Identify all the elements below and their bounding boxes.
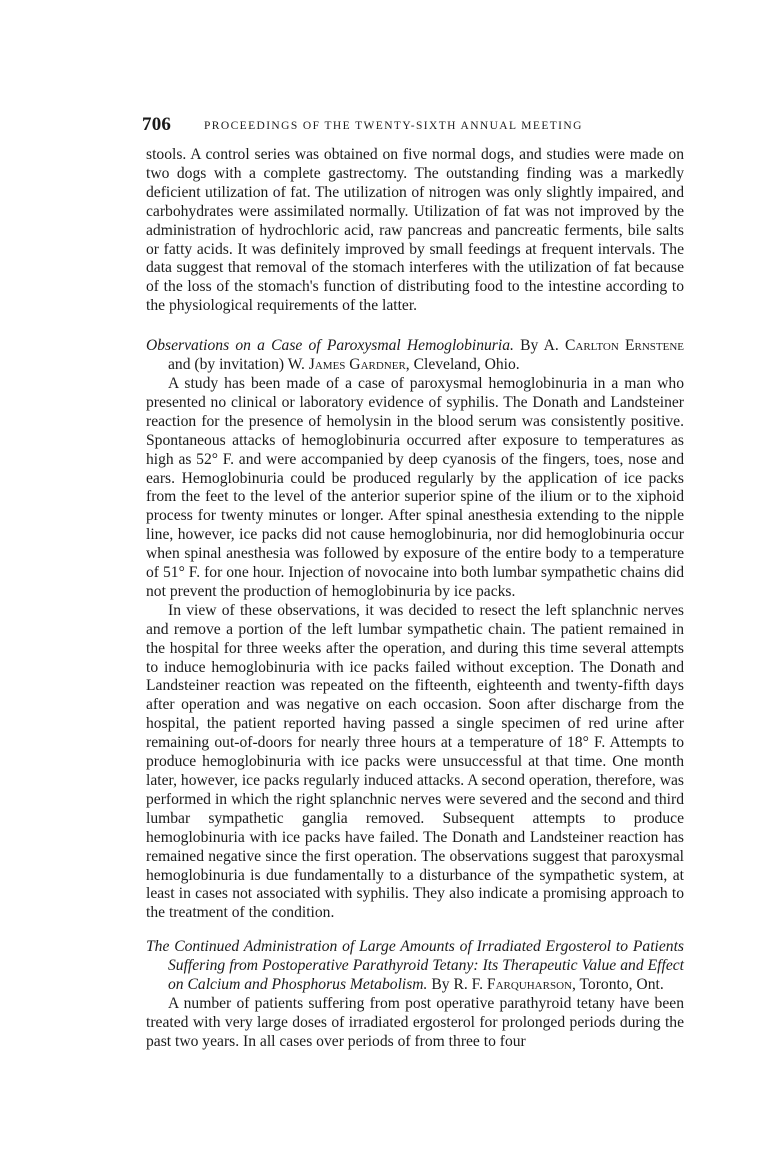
abstract-paragraph: A number of patients suffering from post operative parathyroid tetany have been treated with very large doses of irradiated ergosterol for prolonged periods during the past two years. In all cases over periods of from three to four <box>146 994 684 1050</box>
running-head: PROCEEDINGS OF THE TWENTY-SIXTH ANNUAL MEETING <box>204 120 583 132</box>
author-name: Carlton Ernstene <box>564 337 684 355</box>
abstract-title: Observations on a Case of Paroxysmal Hemoglobinuria. <box>146 337 514 355</box>
by-text: By <box>513 337 544 355</box>
abstract-title: The Continued Administration of Large Amounts of Irradiated Ergosterol to Patients Suffering from Postoperative Parathyroid Tetany: Its Therapeutic Value and Effect on Calcium and Phosphorus Metabolism. <box>146 938 684 994</box>
abstract-paragraph: A study has been made of a case of paroxysmal hemoglobinuria in a man who presented no clinical or laboratory evidence of syphilis. The Donath and Landsteiner reaction for the presence of hemolysin in the blood serum was consistently positive. Spontaneous attacks of hemoglobinuria occurred after exposure to temperatures as high as 52° F. and were accompanied by deep cyanosis of the fingers, toes, nose and ears. Hemoglobinuria could be produced regularly by the application of ice packs from the feet to the level of the anterior superior spine of the ilium or to the xiphoid process for twenty minutes or longer. After spinal anesthesia extending to the nipple line, however, ice packs did not cause hemoglobinuria, nor did hemoglobinuria occur when spinal anesthesia was followed by exposure of the entire body to a temperature of 51° F. for one hour. Injection of novocaine into both lumbar sympathetic chains did not prevent the production of hemoglobinuria by ice packs. <box>146 374 684 600</box>
author-name: Farquharson <box>486 976 572 994</box>
continuation-paragraph: stools. A control series was obtained on five normal dogs, and studies were made on two dogs with a complete gastrectomy. The outstanding finding was a markedly deficient utilization of fat. The utilization of nitrogen was only slightly impaired, and carbohydrates were assimilated normally. Utilization of fat was not improved by the administration of hydrochloric acid, raw pancreas and pancreatic ferments, bile salts or fatty acids. It was definitely improved by small feedings at frequent intervals. The data suggest that removal of the stomach interferes with the utilization of fat because of the loss of the stomach's function of distributing food to the intestine according to the physiological requirements of the latter. <box>146 146 684 315</box>
author-name: James Gardner <box>308 356 406 374</box>
page-number: 706 <box>142 114 172 135</box>
abstract-heading <box>146 938 684 995</box>
author-initials: W. <box>287 356 309 374</box>
and-text: and (by invitation) <box>168 356 288 374</box>
page-header <box>142 114 682 138</box>
affiliation: , Cleveland, Ohio. <box>405 356 520 374</box>
author-initial: A. <box>543 337 565 355</box>
page-body <box>146 146 684 1052</box>
abstract-paragraph: In view of these observations, it was decided to resect the left splanchnic nerves and remove a portion of the left lumbar sympathetic chain. The patient remained in the hospital for three weeks after the operation, and during this time several attempts to induce hemoglobinuria with ice packs failed without exception. The Donath and Landsteiner reaction was repeated on the fifteenth, eighteenth and twenty-fifth days after operation and was negative on each occasion. Soon after discharge from the hospital, the patient reported having passed a single specimen of red urine after remaining out-of-doors for nearly three hours at a temperature of 18° F. Attempts to produce hemoglobinuria with ice packs were unsuccessful at that time. One month later, however, ice packs regularly induced attacks. A second operation, therefore, was performed in which the right splanchnic nerves were severed and the second and third lumbar sympathetic ganglia removed. Subsequent attempts to produce hemoglobinuria with ice packs have failed. The Donath and Landsteiner reaction has remained negative since the first operation. The observations suggest that paroxysmal hemoglobinuria is due fundamentally to a disturbance of the sympathetic system, at least in cases not associated with syphilis. They also indicate a promising approach to the treatment of the condition. <box>146 601 684 922</box>
abstract-heading <box>146 337 684 375</box>
affiliation: , Toronto, Ont. <box>571 976 664 994</box>
by-text: By R. F. <box>427 976 487 994</box>
